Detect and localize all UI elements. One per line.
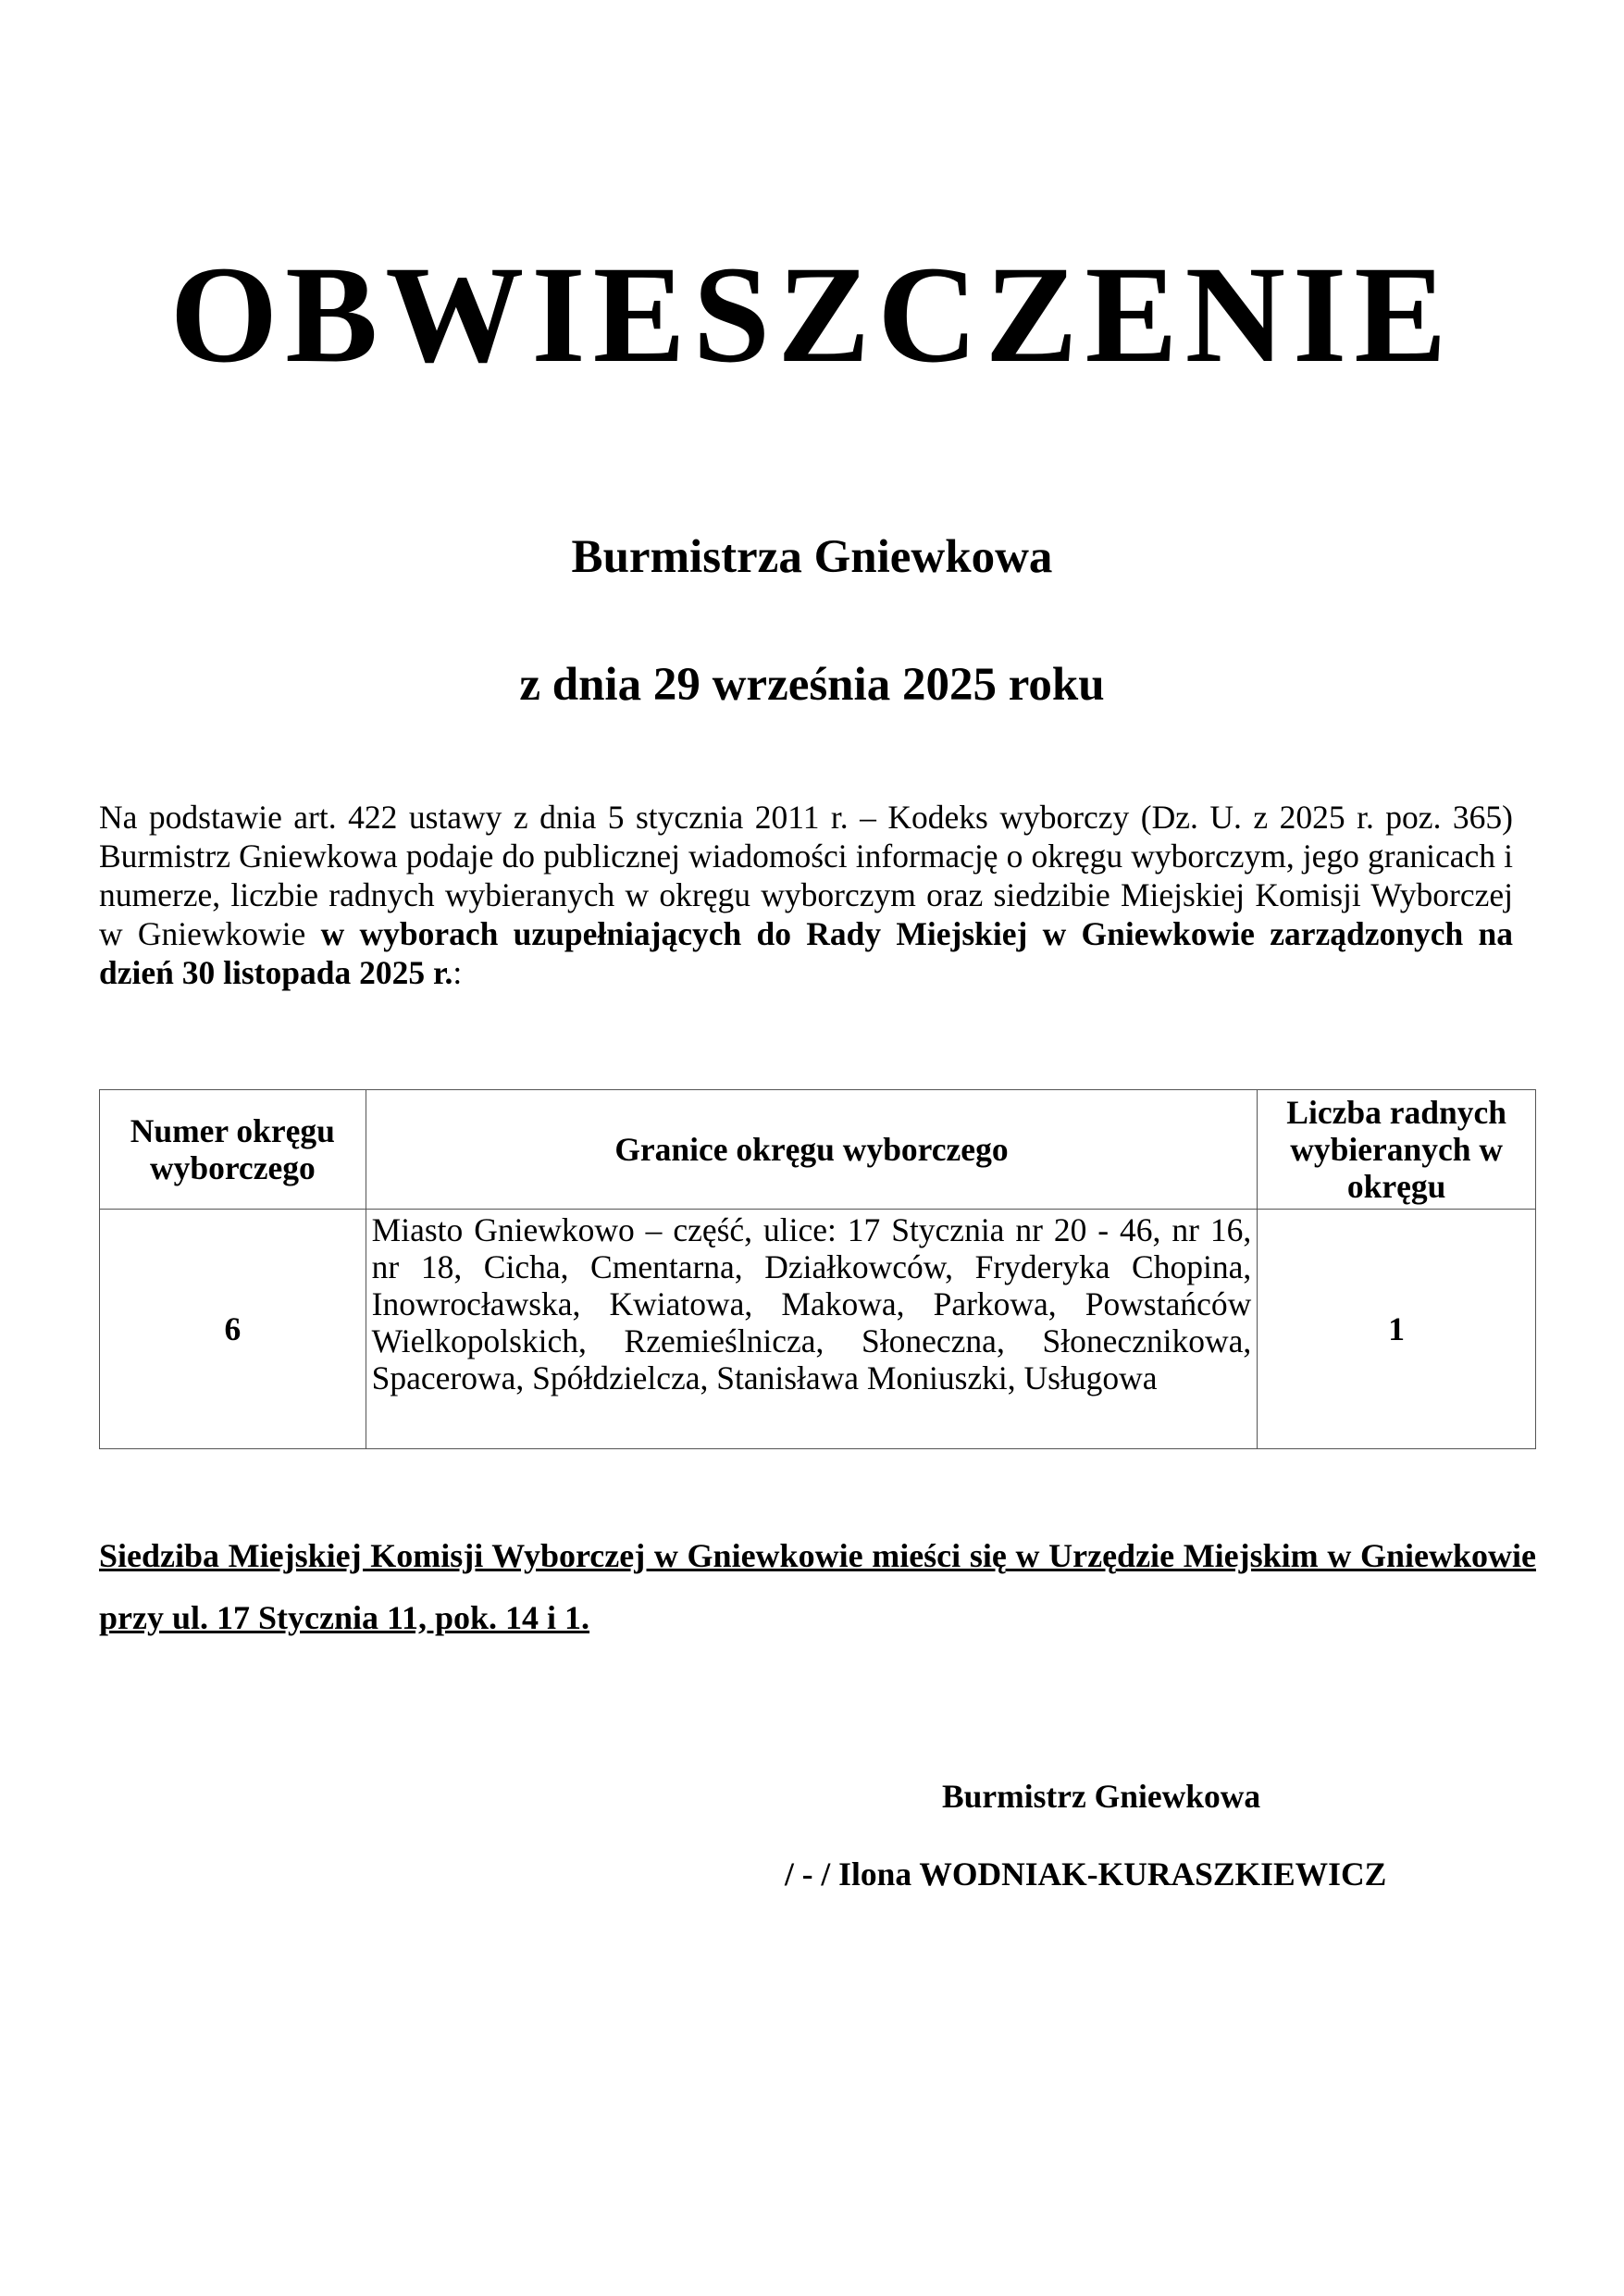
signer-name: / - / Ilona WODNIAK-KURASZKIEWICZ <box>785 1855 1387 1893</box>
intro-end: : <box>452 954 463 991</box>
districts-table <box>99 1089 1536 1449</box>
intro-text: Na podstawie art. 422 ustawy z dnia 5 stycznia 2011 r. – Kodeks wyborczy (Dz. U. z 2025 r. poz. 365) Burmistrz Gniewkowa podaje do publicznej wiadomości informację o okręgu wyborczym, jego granicach i numerze, liczbie radnych wybieranych w okręgu wyborczym oraz siedzibie Miejskiej Komisji Wyborczej w Gniewkowie <box>99 799 1513 952</box>
signer-title: Burmistrz Gniewkowa <box>942 1778 1261 1815</box>
intro-paragraph <box>99 798 1513 992</box>
header-councillors-count: Liczba radnych wybieranych w okręgu <box>1258 1090 1536 1210</box>
document-title: OBWIESZCZENIE <box>169 238 1455 391</box>
header-district-number: Numer okręgu wyborczego <box>100 1090 366 1210</box>
district-number: 6 <box>100 1210 366 1449</box>
document-issuer: Burmistrza Gniewkowa <box>571 531 1053 583</box>
document-date: z dnia 29 września 2025 roku <box>519 659 1105 711</box>
table-row <box>100 1210 1536 1449</box>
header-district-boundaries: Granice okręgu wyborczego <box>366 1090 1258 1210</box>
intro-bold-text: w wyborach uzupełniających do Rady Miejskiej w Gniewkowie zarządzonych na dzień 30 listopada 2025 r. <box>99 915 1513 991</box>
table-header-row <box>100 1090 1536 1210</box>
councillors-count: 1 <box>1258 1210 1536 1449</box>
district-boundaries: Miasto Gniewkowo – część, ulice: 17 Stycznia nr 20 - 46, nr 16, nr 18, Cicha, Cmentarna, Działkowców, Fryderyka Chopina, Inowrocławska, Kwiatowa, Makowa, Parkowa, Powstańców Wielkopolskich, Rzemieślnicza, Słoneczna, Słonecznikowa, Spacerowa, Spółdzielcza, Stanisława Moniuszki, Usługowa <box>366 1210 1258 1449</box>
commission-seat-notice: Siedziba Miejskiej Komisji Wyborczej w Gniewkowie mieści się w Urzędzie Miejskim w Gniewkowie przy ul. 17 Stycznia 11, pok. 14 i 1. <box>99 1537 1536 1636</box>
